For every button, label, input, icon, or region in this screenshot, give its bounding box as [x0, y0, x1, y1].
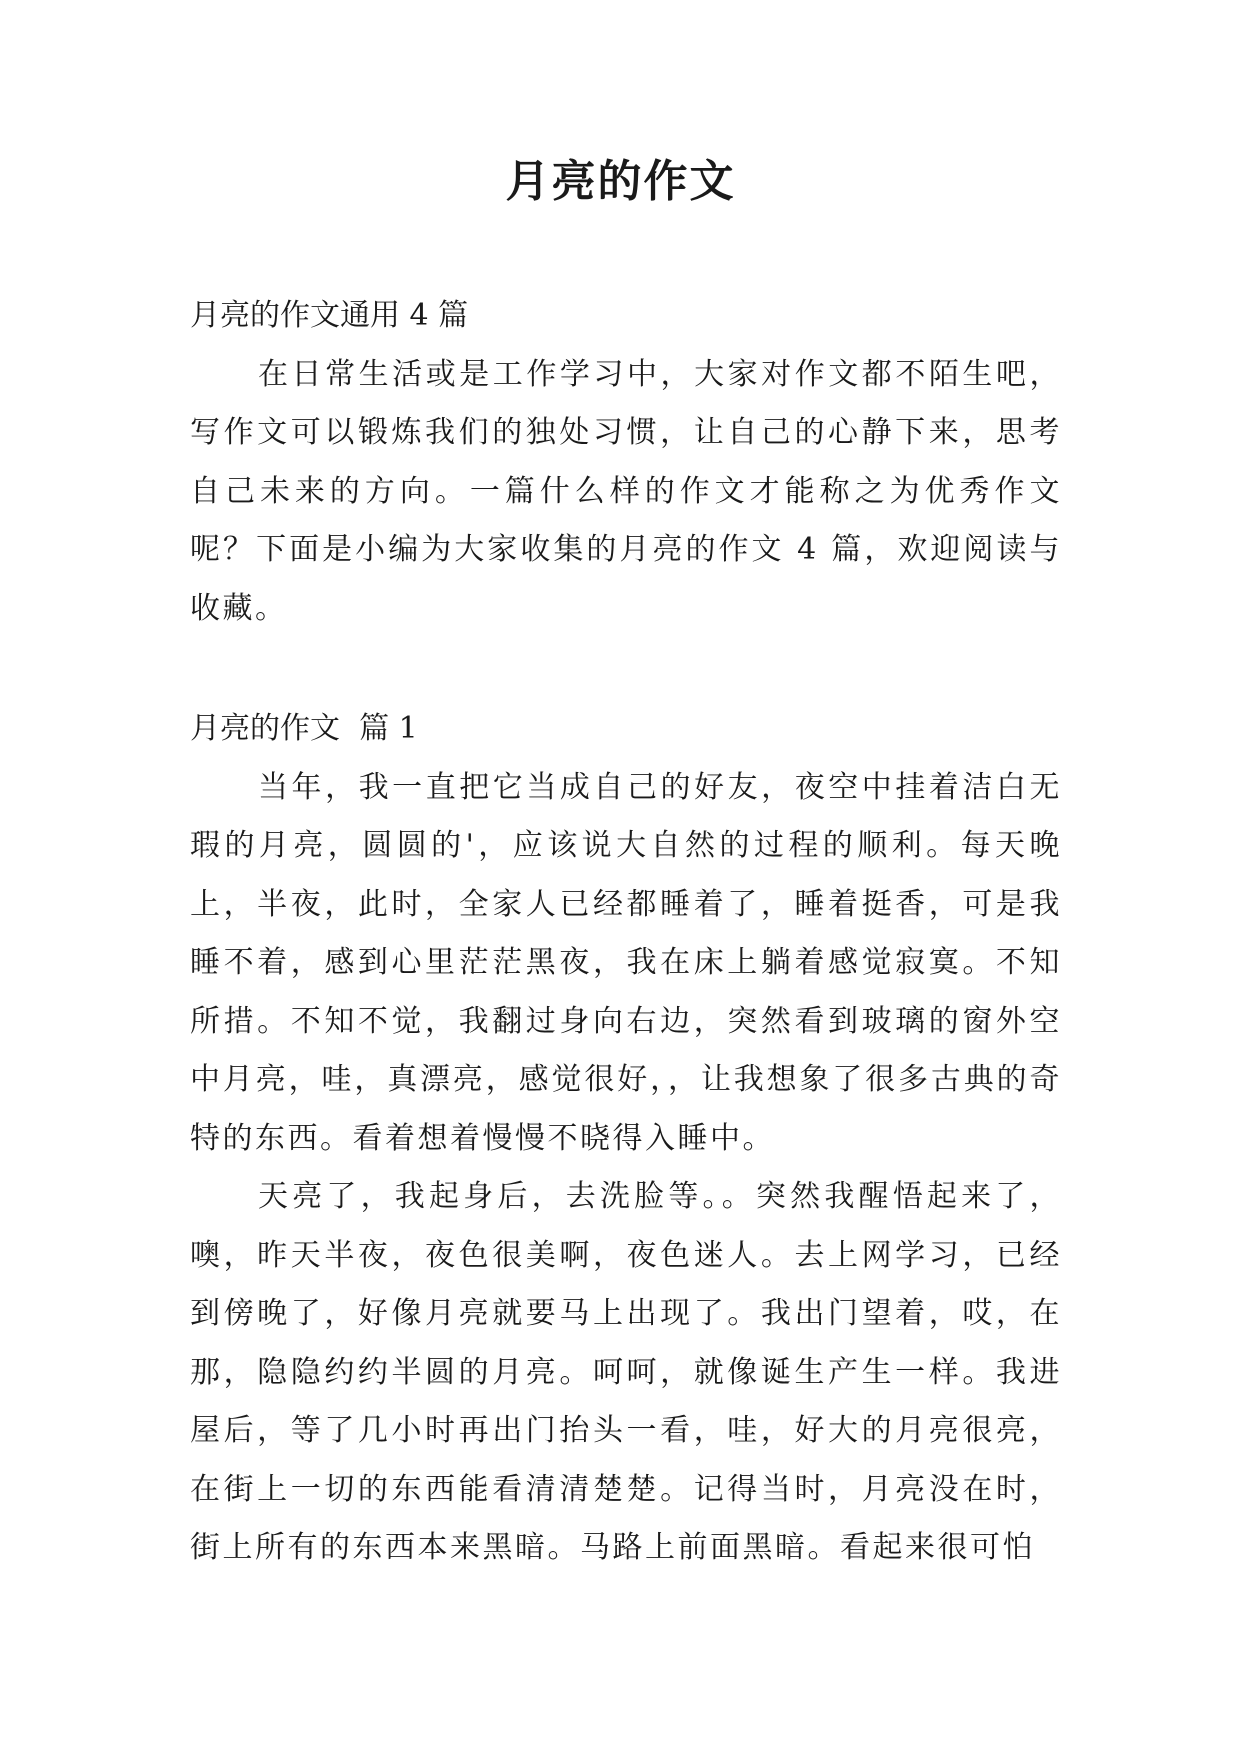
section-heading: 月亮的作文 篇 1 — [190, 711, 418, 746]
document-body — [190, 287, 1062, 1578]
section-spacer — [190, 638, 1062, 700]
intro-paragraph: 在日常生活或是工作学习中，大家对作文都不陌生吧，写作文可以锻炼我们的独处习惯，让自己的心静下来，思考自己未来的方向。一篇什么样的作文才能称之为优秀作文呢？下面是小编为大家收集的月亮的作文 4 篇，欢迎阅读与收藏。 — [190, 356, 1062, 626]
section-paragraph: 当年，我一直把它当成自己的好友，夜空中挂着洁白无瑕的月亮，圆圆的'，应该说大自然的过程的顺利。每天晚上，半夜，此时，全家人已经都睡着了，睡着挺香，可是我睡不着，感到心里茫茫黑夜，我在床上躺着感觉寂寞。不知所措。不知不觉，我翻过身向右边，突然看到玻璃的窗外空中月亮，哇，真漂亮，感觉很好，，让我想象了很多古典的奇特的东西。看着想着慢慢不晓得入睡中。 — [190, 769, 1062, 1156]
document-subtitle: 月亮的作文通用 4 篇 — [190, 298, 469, 333]
document-title: 月亮的作文 — [505, 156, 736, 207]
section-paragraph: 天亮了，我起身后，去洗脸等。。突然我醒悟起来了，噢，昨天半夜，夜色很美啊，夜色迷人。去上网学习，已经到傍晚了，好像月亮就要马上出现了。我出门望着，哎，在那，隐隐约约半圆的月亮。呵呵，就像诞生产生一样。我进屋后，等了几小时再出门抬头一看，哇，好大的月亮很亮，在街上一切的东西能看清清楚楚。记得当时，月亮没在时，街上所有的东西本来黑暗。马路上前面黑暗。看起来很可怕 — [190, 1179, 1062, 1565]
